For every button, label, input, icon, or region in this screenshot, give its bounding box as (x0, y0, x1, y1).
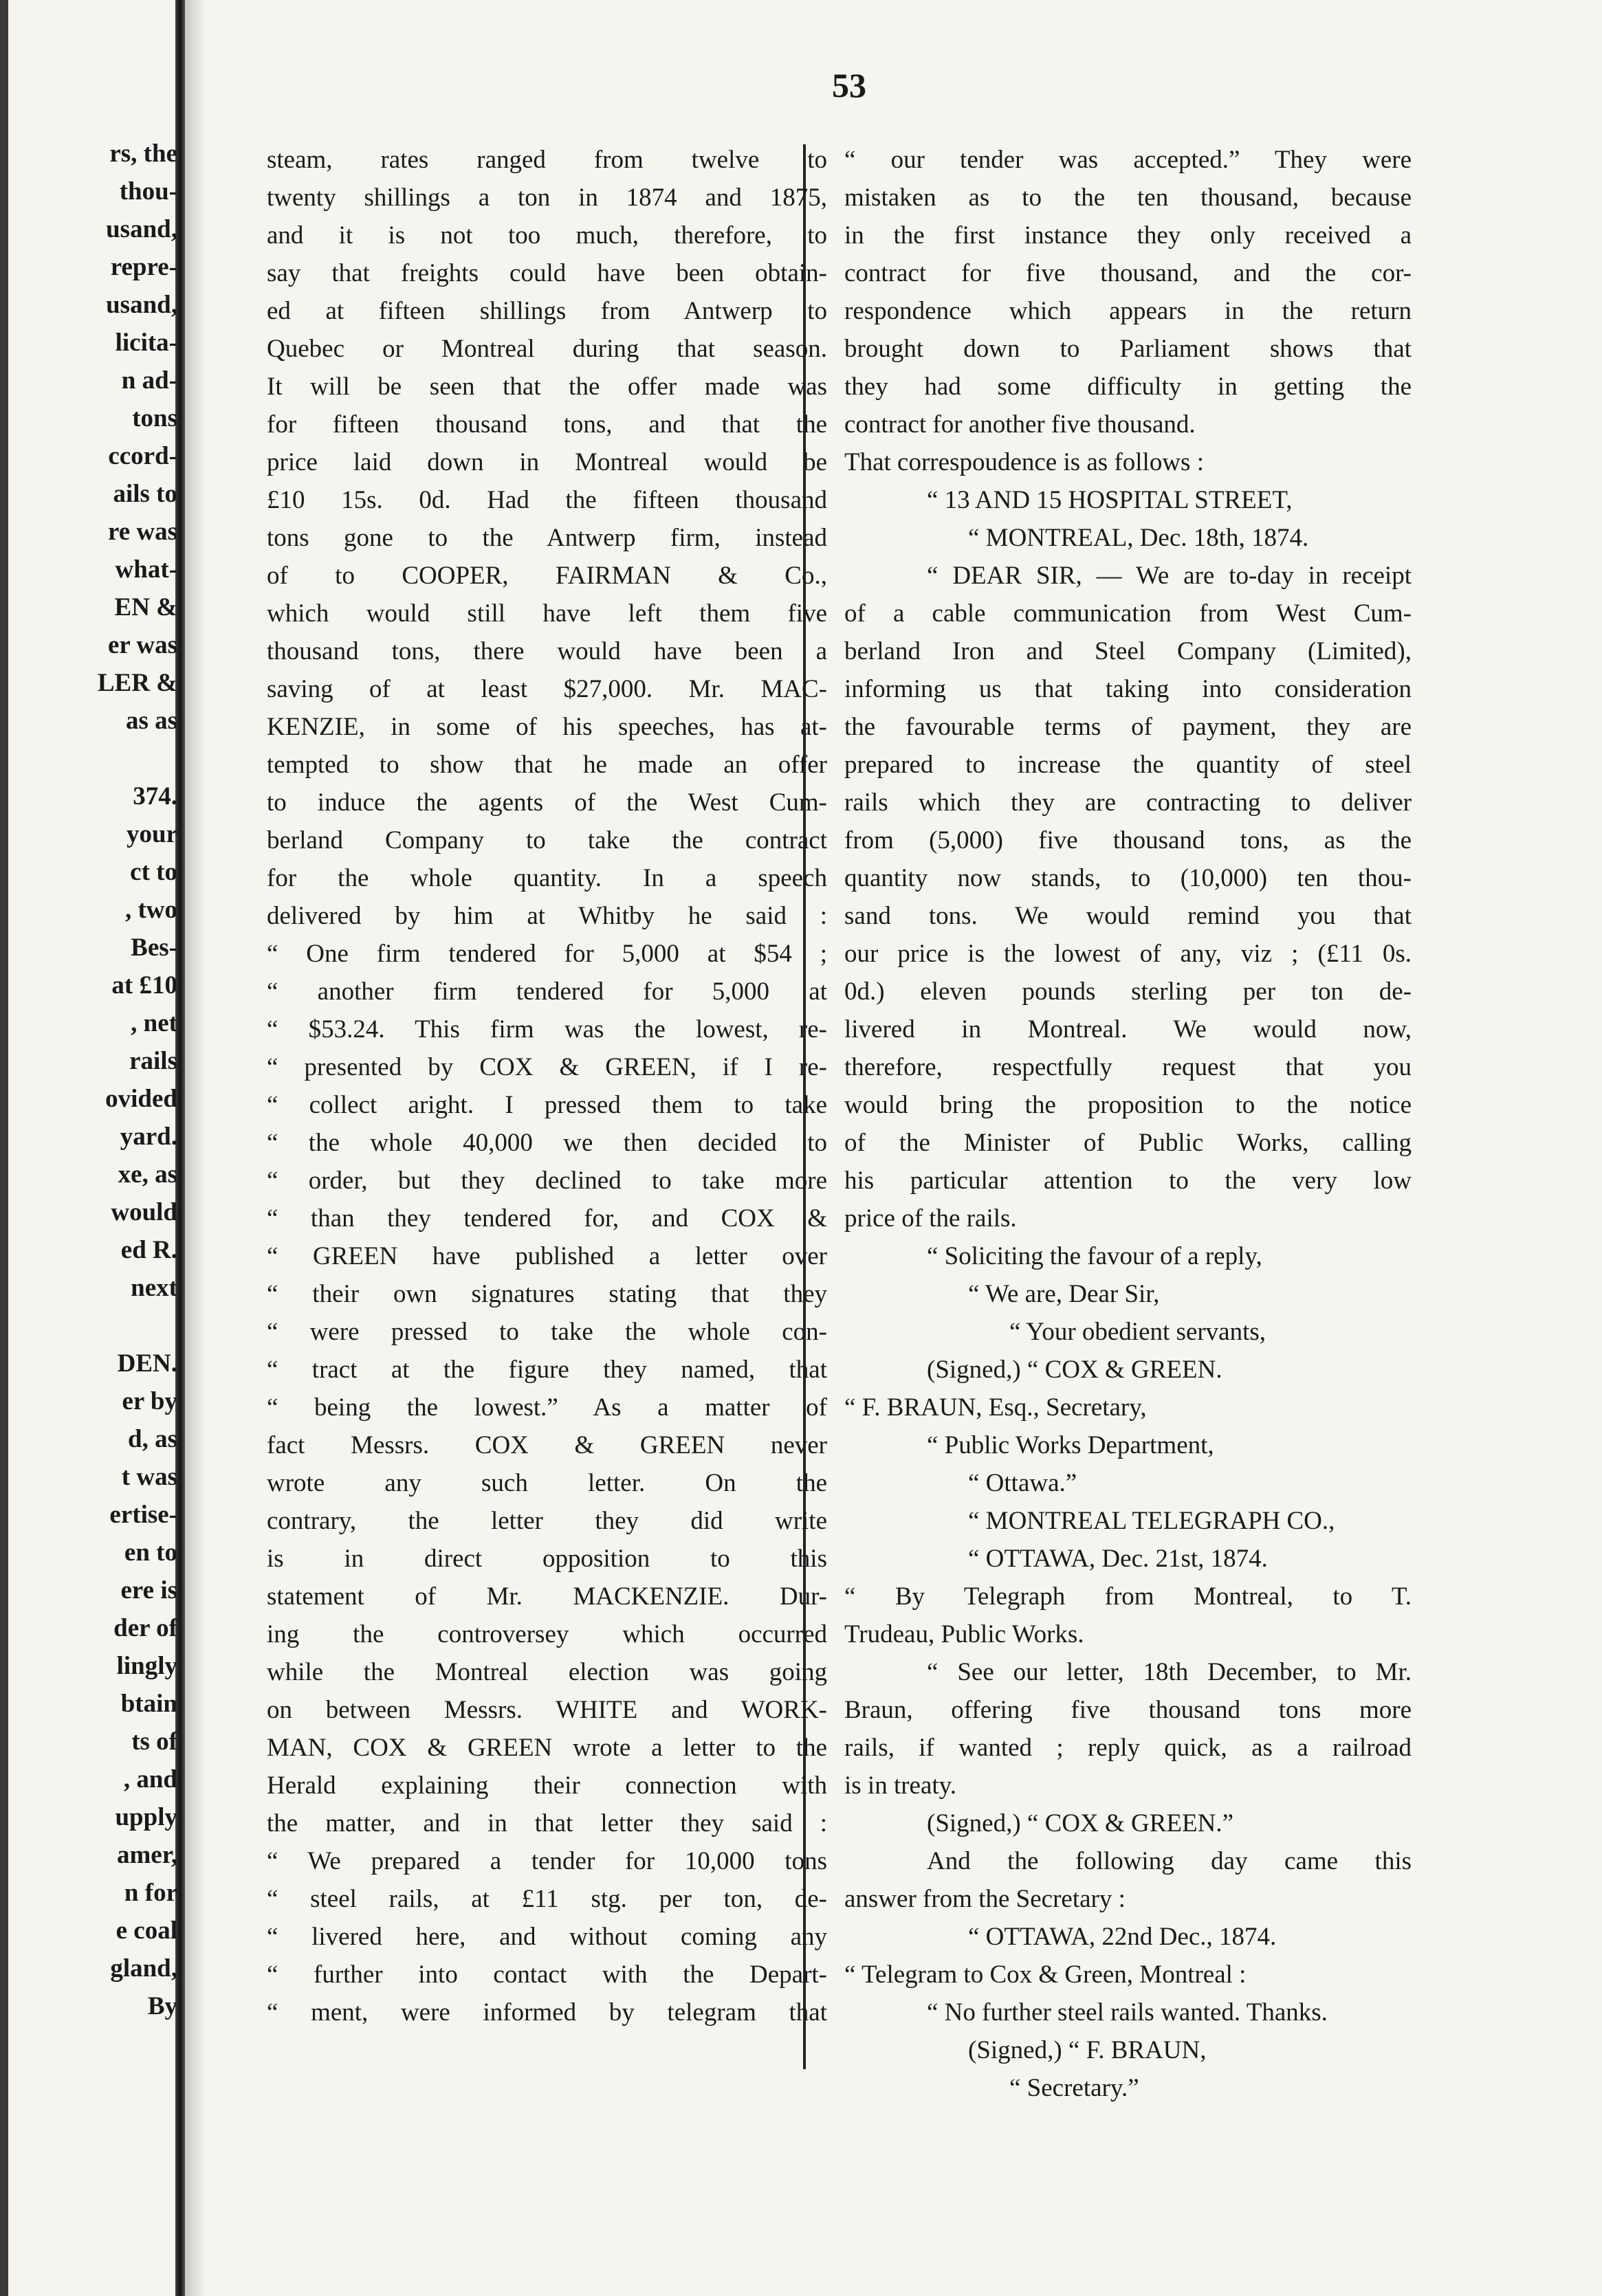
right-text-line: And the following day came this (927, 1847, 1412, 1875)
left-text-line: and it is not too much, therefore, to (267, 221, 827, 250)
edge-text-line: tons (132, 404, 177, 432)
left-text-line: for the whole quantity. In a speech (267, 864, 827, 892)
edge-text-line: licita- (115, 329, 177, 357)
edge-text-line: en to (124, 1538, 177, 1567)
edge-text-line: re was (107, 518, 177, 546)
left-text-line: “ ment, were informed by telegram that (267, 1998, 827, 2027)
edge-text-line: ct to (130, 858, 177, 886)
edge-text-line: next (131, 1274, 177, 1302)
right-text-line: Trudeau, Public Works. (844, 1620, 1084, 1648)
edge-text-line: gland, (110, 1954, 177, 1983)
left-text-line: steam, rates ranged from twelve to (267, 146, 827, 174)
left-text-line: “ presented by COX & GREEN, if I re- (267, 1053, 827, 1081)
left-text-line: “ further into contact with the Depart- (267, 1961, 827, 1989)
spine-shadow (185, 0, 206, 2296)
right-text-line: rails, if wanted ; reply quick, as a railroad (844, 1734, 1412, 1762)
page-number: 53 (832, 66, 866, 104)
right-text-line: “ Soliciting the favour of a reply, (927, 1242, 1262, 1270)
edge-text-line: , and (123, 1765, 177, 1793)
edge-text-line: btain (120, 1690, 177, 1718)
edge-text-line: e coal (116, 1917, 177, 1945)
left-text-line: “ order, but they declined to take more (267, 1167, 827, 1195)
right-text-line: “ Secretary.” (1009, 2074, 1139, 2102)
left-text-line: berland Company to take the contract (267, 826, 827, 854)
edge-text-line: EN & (114, 593, 177, 621)
right-text-line: price of the rails. (844, 1204, 1017, 1233)
right-text-line: “ See our letter, 18th December, to Mr. (927, 1658, 1412, 1686)
left-text-line: ing the controversey which occurred (267, 1620, 827, 1648)
right-text-line: answer from the Secretary : (844, 1885, 1126, 1913)
edge-text-line: at £10 (111, 971, 177, 1000)
edge-text-line: rs, the (109, 140, 177, 168)
right-text-line: from (5,000) five thousand tons, as the (844, 826, 1412, 854)
left-text-line: tempted to show that he made an offer (267, 751, 827, 779)
right-text-line: “ We are, Dear Sir, (968, 1280, 1160, 1308)
edge-text-line: usand, (106, 291, 177, 319)
edge-text-line: er by (122, 1387, 177, 1415)
left-text-line: “ were pressed to take the whole con- (267, 1318, 827, 1346)
left-text-line: “ the whole 40,000 we then decided to (267, 1129, 827, 1157)
right-text-line: “ OTTAWA, Dec. 21st, 1874. (968, 1545, 1268, 1573)
right-text-line: mistaken as to the ten thousand, because (844, 184, 1412, 212)
edge-text-line: LER & (97, 669, 177, 697)
left-text-column (267, 141, 827, 2031)
left-text-line: is in direct opposition to this (267, 1545, 827, 1573)
right-text-line: is in treaty. (844, 1771, 957, 1800)
left-text-line: “ being the lowest.” As a matter of (267, 1393, 827, 1422)
edge-text-line: would (111, 1198, 177, 1226)
right-text-line: rails which they are contracting to deliver (844, 788, 1412, 817)
right-text-line: “ MONTREAL, Dec. 18th, 1874. (968, 524, 1309, 552)
left-text-line: for fifteen thousand tons, and that the (267, 410, 827, 439)
edge-text-line: yard. (120, 1123, 177, 1151)
right-text-line: would bring the proposition to the notice (844, 1091, 1412, 1119)
right-text-line: “ MONTREAL TELEGRAPH CO., (968, 1507, 1335, 1535)
left-text-line: MAN, COX & GREEN wrote a letter to the (267, 1734, 827, 1762)
edge-text-line: ts of (131, 1727, 177, 1756)
edge-text-line: d, as (128, 1425, 177, 1453)
right-text-line: Braun, offering five thousand tons more (844, 1696, 1412, 1724)
edge-text-line: repre- (110, 253, 177, 281)
right-text-line: in the first instance they only received a (844, 221, 1412, 250)
left-text-line: “ We prepared a tender for 10,000 tons (267, 1847, 827, 1875)
edge-text-line: upply (115, 1803, 177, 1831)
left-text-line: wrote any such letter. On the (267, 1469, 827, 1497)
right-text-line: “ Public Works Department, (927, 1431, 1214, 1459)
right-text-line: “ DEAR SIR, — We are to-day in receipt (927, 562, 1412, 590)
edge-text-line: n ad- (121, 366, 177, 395)
edge-text-line: ere is (120, 1576, 177, 1604)
edge-text-line: ails to (113, 480, 177, 508)
right-text-line: “ F. BRAUN, Esq., Secretary, (844, 1393, 1147, 1422)
right-text-line: 0d.) eleven pounds sterling per ton de- (844, 978, 1412, 1006)
edge-text-line: ccord- (108, 442, 177, 470)
left-text-line: £10 15s. 0d. Had the fifteen thousand (267, 486, 827, 514)
edge-text-line: ovided (105, 1085, 177, 1113)
edge-text-line: thou- (119, 177, 177, 206)
left-text-line: the matter, and in that letter they said : (267, 1809, 827, 1837)
edge-text-line: your (127, 820, 177, 848)
right-text-line: respondence which appears in the return (844, 297, 1412, 325)
left-text-line: “ steel rails, at £11 stg. per ton, de- (267, 1885, 827, 1913)
edge-text-line: amer, (116, 1841, 177, 1869)
left-text-line: Herald explaining their connection with (267, 1771, 827, 1800)
edge-text-line: 374. (133, 782, 177, 810)
right-text-line: contract for five thousand, and the cor- (844, 259, 1412, 287)
edge-text-line: By (147, 1992, 177, 2020)
right-text-line: informing us that taking into consideration (844, 675, 1412, 703)
right-text-line: “ our tender was accepted.” They were (844, 146, 1412, 174)
edge-text-line (6, 1307, 177, 1345)
right-text-line: “ OTTAWA, 22nd Dec., 1874. (968, 1923, 1277, 1951)
left-text-line: while the Montreal election was going (267, 1658, 827, 1686)
left-text-line: “ than they tendered for, and COX & (267, 1204, 827, 1233)
edge-text-line: n for (124, 1879, 177, 1907)
right-text-line: “ Your obedient servants, (1009, 1318, 1266, 1346)
right-text-line: they had some difficulty in getting the (844, 373, 1412, 401)
right-text-line: therefore, respectfully request that you (844, 1053, 1412, 1081)
left-text-line: “ tract at the figure they named, that (267, 1356, 827, 1384)
left-text-line: price laid down in Montreal would be (267, 448, 827, 476)
left-text-line: It will be seen that the offer made was (267, 373, 827, 401)
edge-text-line: ed R. (120, 1236, 177, 1264)
right-text-line: “ By Telegraph from Montreal, to T. (844, 1582, 1412, 1611)
left-text-line: contrary, the letter they did write (267, 1507, 827, 1535)
left-text-line: saving of at least $27,000. Mr. MAC- (267, 675, 827, 703)
previous-page-edge-column (6, 135, 177, 2025)
right-text-column (844, 141, 1412, 2107)
left-text-line: “ $53.24. This firm was the lowest, re- (267, 1015, 827, 1044)
right-text-line: sand tons. We would remind you that (844, 902, 1412, 930)
edge-text-line: t was (121, 1463, 177, 1491)
right-text-line: prepared to increase the quantity of steel (844, 751, 1412, 779)
edge-text-line: as as (125, 707, 177, 735)
right-text-line: (Signed,) “ F. BRAUN, (968, 2036, 1207, 2064)
left-text-line: which would still have left them five (267, 599, 827, 628)
right-text-line: berland Iron and Steel Company (Limited), (844, 637, 1412, 665)
left-text-line: Quebec or Montreal during that season. (267, 335, 827, 363)
left-text-line: “ collect aright. I pressed them to take (267, 1091, 827, 1119)
right-text-line: of a cable communication from West Cum- (844, 599, 1412, 628)
right-text-line: “ 13 AND 15 HOSPITAL STREET, (927, 486, 1293, 514)
edge-text-line: Bes- (131, 934, 177, 962)
right-text-line: quantity now stands, to (10,000) ten thou- (844, 864, 1412, 892)
left-text-line: “ GREEN have published a letter over (267, 1242, 827, 1270)
right-text-line: contract for another five thousand. (844, 410, 1196, 439)
left-text-line: say that freights could have been obtain- (267, 259, 827, 287)
left-text-line: to induce the agents of the West Cum- (267, 788, 827, 817)
right-text-line: his particular attention to the very low (844, 1167, 1412, 1195)
edge-text-line: DEN. (117, 1349, 177, 1378)
left-text-line: “ livered here, and without coming any (267, 1923, 827, 1951)
right-text-line: “ Ottawa.” (968, 1469, 1077, 1497)
edge-text-line: er was (107, 631, 177, 659)
edge-text-line: , two (124, 896, 177, 924)
edge-text-line: ertise- (109, 1501, 177, 1529)
left-text-line: fact Messrs. COX & GREEN never (267, 1431, 827, 1459)
left-text-line: twenty shillings a ton in 1874 and 1875, (267, 184, 827, 212)
edge-text-line: what- (115, 555, 177, 584)
left-text-line: “ another firm tendered for 5,000 at (267, 978, 827, 1006)
right-text-line: That correspoudence is as follows : (844, 448, 1204, 476)
right-text-line: (Signed,) “ COX & GREEN.” (927, 1809, 1233, 1837)
left-text-line: delivered by him at Whitby he said : (267, 902, 827, 930)
right-text-line: (Signed,) “ COX & GREEN. (927, 1356, 1222, 1384)
left-text-line: tons gone to the Antwerp firm, instead (267, 524, 827, 552)
edge-text-line: usand, (106, 215, 177, 243)
left-text-line: KENZIE, in some of his speeches, has at- (267, 713, 827, 741)
right-text-line: our price is the lowest of any, viz ; (£11 0s. (844, 940, 1412, 968)
right-text-line: brought down to Parliament shows that (844, 335, 1412, 363)
left-text-line: on between Messrs. WHITE and WORK- (267, 1696, 827, 1724)
edge-text-line: xe, as (118, 1160, 177, 1189)
edge-text-line: , net (131, 1009, 177, 1037)
right-text-line: of the Minister of Public Works, calling (844, 1129, 1412, 1157)
edge-text-line: der of (113, 1614, 177, 1642)
right-text-line: livered in Montreal. We would now, (844, 1015, 1412, 1044)
left-text-line: thousand tons, there would have been a (267, 637, 827, 665)
left-text-line: statement of Mr. MACKENZIE. Dur- (267, 1582, 827, 1611)
left-text-line: of to COOPER, FAIRMAN & Co., (267, 562, 827, 590)
left-text-line: ed at fifteen shillings from Antwerp to (267, 297, 827, 325)
edge-text-line: rails (129, 1047, 177, 1075)
right-text-line: the favourable terms of payment, they are (844, 713, 1412, 741)
right-text-line: “ No further steel rails wanted. Thanks. (927, 1998, 1328, 2027)
left-text-line: “ One firm tendered for 5,000 at $54 ; (267, 940, 827, 968)
right-text-line: “ Telegram to Cox & Green, Montreal : (844, 1961, 1247, 1989)
edge-text-line (6, 740, 177, 777)
left-text-line: “ their own signatures stating that they (267, 1280, 827, 1308)
edge-text-line: lingly (116, 1652, 177, 1680)
